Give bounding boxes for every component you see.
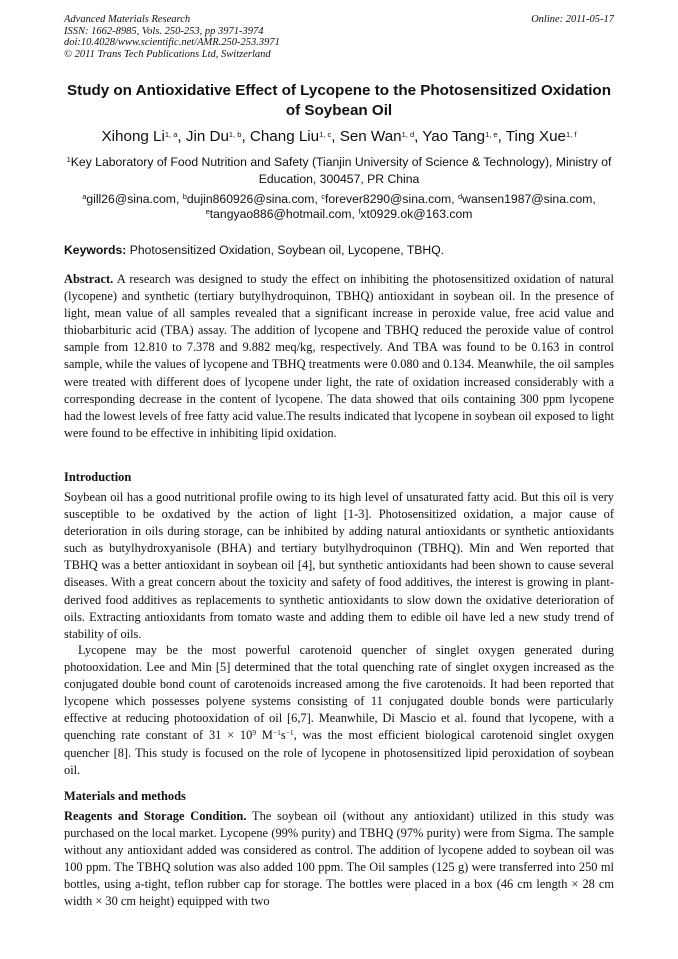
introduction-paragraph: Soybean oil has a good nutritional profile owing to its high level of unsaturated fatty acid. But this oil is very susceptible to be oxdatived by the action of light [1-3]. Photosensitized oxidation, a major cause of deterioration in oils during storage, can be inhibited by adding natural antioxidants or synthetic antioxidants such as butylhydroxyanisole (BHA) and tertiary butylhydroquinon (TBHQ). Min and Wen reported that TBHQ was a better antioxidant in soybean oil [4], but synthetic antioxidants had been shown to cause several diseases. With a great concern about the toxicity and safety of food additives, the interest is growing in plant-derived food additives as replacements to synthetic antioxidants to slow down the oxidative deterioration of oils. Extracting antioxidants from tomato waste and adding them to edible oil have led a new study trend of stability of oils. — [64, 490, 614, 641]
affiliation: $^1$Key Laboratory of Food Nutrition and Safety (Tianjin University of Science & Technology), Ministry of Education, 300457, PR China — [66, 155, 612, 186]
abstract-text: A research was designed to study the effect on inhibiting the photosensitized oxidation of natural (lycopene) and synthetic (tertiary butylhydroquinon, TBHQ) antioxidant in soybean oil. In the presence of light, mean value of all samples revealed that a significant increase in peroxide value, free acid value and thiobarbituric acid (TBA) assay. The addition of lycopene and TBHQ reduced the peroxide value of control sample from 12.810 to 7.378 and 9.882 meq/kg, respectively. And TBA was found to be 0.163 in control sample, while the values of lycopene and TBHQ treatments were 0.080 and 0.134. Meanwhile, the oil samples were treated with different does of lycopene under light, the rate of oxidation increased considerably with a corresponding decrease in the content of lycopene. The data showed that oils containing 300 ppm lycopene had the lowest levels of free fatty acid value.The results indicated that lycopene in soybean oil exposed to light were found to be effective in inhibiting lipid oxidation. — [64, 272, 614, 440]
author: Ting Xue$^{1, f}$ — [505, 128, 577, 145]
paper-title: Study on Antioxidative Effect of Lycopene to the Photosensitized Oxidation of Soybean Oil — [67, 82, 611, 119]
methods-heading: Materials and methods — [64, 789, 186, 803]
copyright-line: © 2011 Trans Tech Publications Ltd, Switzerland — [64, 48, 271, 60]
keywords-text: Photosensitized Oxidation, Soybean oil, Lycopene, TBHQ. — [129, 243, 445, 257]
keywords-label: Keywords: — [64, 243, 127, 257]
email: $^f$xt0929.ok@163.com — [358, 207, 473, 221]
author: Chang Liu$^{1, c}$ — [249, 128, 332, 145]
introduction-heading: Introduction — [64, 470, 132, 484]
online-date: Online: 2011-05-17 — [531, 14, 614, 25]
introduction-paragraph: Lycopene may be the most powerful carotenoid quencher of singlet oxygen generated during photooxidation. Lee and Min [5] determined that the total quenching rate of singlet oxygen increased as the conjugated double bond count of carotenoids increased among the five carotenoids. It had been reported that lycopene which possesses polyene systems consisting of 11 conjugated double bonds were particularly effective at reducing photooxidation of oil [6,7]. Meanwhile, Di Mascio et al. found that lycopene, with a quenching rate constant of $31 \times 10^9$ $M^{-1}s^{-1}$, was the most efficient biological carotenoid singlet oxygen quencher [8]. This study is focused on the role of lycopene in photosensitized lipid peroxidation of soybean oil. — [64, 643, 614, 777]
doi-line: doi:10.4028/www.scientific.net/AMR.250-253.3971 — [64, 37, 280, 49]
journal-name: Advanced Materials Research — [64, 14, 191, 25]
author-list: Xihong Li$^{1, a}$, Jin Du$^{1, b}$, Chang Liu$^{1, c}$, Sen Wan$^{1, d}$, Yao Tang$^{1, e}$, Ting Xue$^{1, f}$ — [101, 128, 577, 145]
journal-info — [64, 14, 364, 60]
author: Sen Wan$^{1, d}$ — [339, 128, 415, 145]
issn-line: ISSN: 1662-8985, Vols. 250-253, pp 3971-3974 — [64, 25, 264, 37]
keywords — [64, 242, 614, 258]
email: $^b$dujin860926@sina.com, — [182, 192, 318, 206]
methods-subheading: Reagents and Storage Condition. — [64, 809, 247, 823]
author: Jin Du$^{1, b}$ — [185, 128, 242, 145]
email: $^a$gill26@sina.com, — [82, 192, 180, 206]
email: $^d$wansen1987@sina.com, — [457, 192, 596, 206]
email: $^e$tangyao886@hotmail.com, — [205, 207, 355, 221]
author: Yao Tang$^{1, e}$ — [422, 128, 498, 145]
email: $^c$forever8290@sina.com, — [321, 192, 455, 206]
methods-paragraph: Reagents and Storage Condition. The soybean oil (without any antioxidant) utilized in this study was purchased on the local market. Lycopene (99% purity) and TBHQ (97% purity) were from Sigma. The sample without any antioxidant added was considered as control. The addition of lycopene added to soybean oil was 100 ppm. The TBHQ solution was also added 100 ppm. The Oil samples (125 g) were transferred into 250 ml bottles, using a-tight, teflon rubber cap for storage. The bottles were placed in a box (46 cm length × 28 cm width × 30 cm height) equipped with two — [64, 809, 615, 909]
abstract-label: Abstract. — [64, 272, 114, 286]
email-list — [64, 192, 614, 222]
abstract — [64, 271, 614, 442]
author: Xihong Li$^{1, a}$ — [101, 128, 178, 145]
